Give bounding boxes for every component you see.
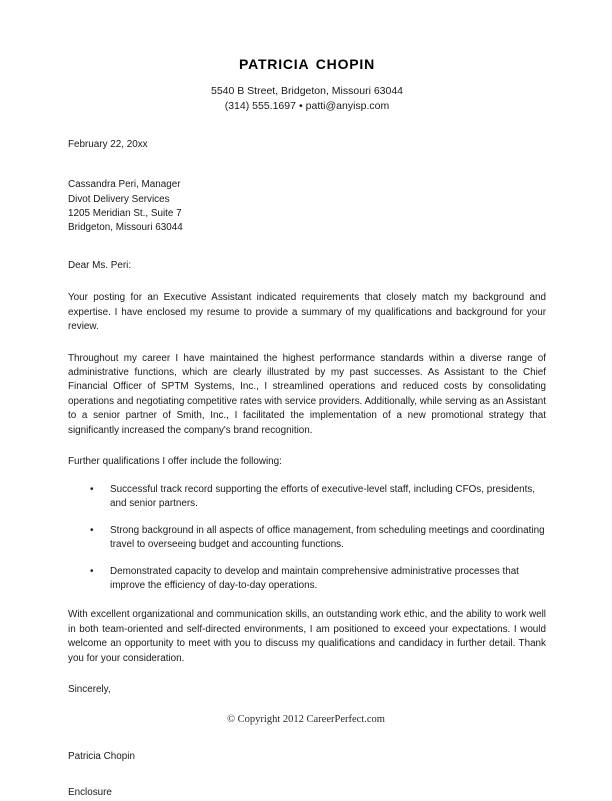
list-item [68,524,546,553]
body-paragraph-1: Your posting for an Executive Assistant indicated requirements that closely match my background and expertise. I have enclosed my resume to provide a summary of my qualifications and background for your review. [68,292,546,333]
enclosure-notation: Enclosure [68,787,112,799]
recipient-company: Divot Delivery Services [68,193,170,205]
bullet-icon: • [90,524,94,536]
sender-address: 5540 B Street, Bridgeton, Missouri 63044 [210,85,404,97]
signature-name: Patricia Chopin [68,750,135,762]
list-item-text: Demonstrated capacity to develop and maintain comprehensive administrative processes that improve the efficiency of day-to-day operations. [110,565,519,591]
copyright-footer: © Copyright 2012 CareerPerfect.com [227,714,385,725]
contact-separator: • [298,100,303,113]
list-item [68,565,546,594]
sender-name-heading: patricia chopin [238,52,376,74]
recipient-street: 1205 Meridian St., Suite 7 [68,207,182,219]
list-item [68,483,546,512]
list-item-text: Strong background in all aspects of office management, from scheduling meetings and coordinating travel to overseeing budget and accounting functions. [110,524,545,551]
sign-off: Sincerely, [68,684,111,696]
body-paragraph-2: Throughout my career I have maintained the highest performance standards within a diverse range of administrative functions, which are clearly illustrated by my past successes. As Assistant to the Chief Financial Officer of SPTM Systems, Inc., I streamlined operations and reduced costs by consolidating operations and negotiating competitive rates with service providers. Additionally, while serving as an Assistant to a senior partner of Smith, Inc., I facilitated the implementation of a new promotional strategy that significantly increased the company's brand recognition. [68,352,546,436]
list-item-text: Successful track record supporting the efforts of executive-level staff, including CFOs, presidents, and senior partners. [110,483,536,510]
bullet-icon: • [90,565,94,577]
qualifications-list [68,483,546,594]
sender-contact-line [68,99,546,114]
body-paragraph-3: With excellent organizational and communication skills, an outstanding work ethic, and the ability to work well in both team-oriented and self-directed environments, I am positioned to exceed your expectations. I would welcome an opportunity to meet with you to discuss my qualifications and candidacy in further detail. Thank you for your consideration. [68,609,546,664]
sender-email: patti@anyisp.com [305,100,390,113]
letter-body [68,138,546,801]
recipient-name-title: Cassandra Peri, Manager [68,179,181,191]
letter-date: February 22, 20xx [68,139,148,150]
sender-phone: (314) 555.1697 [224,100,296,113]
recipient-address-block [68,178,546,234]
recipient-city-state-zip: Bridgeton, Missouri 63044 [68,221,183,233]
bullet-icon: • [90,483,94,495]
salutation: Dear Ms. Peri: [68,259,132,271]
bullets-lead-in: Further qualifications I offer include the following: [68,456,282,468]
letterhead [68,52,546,114]
